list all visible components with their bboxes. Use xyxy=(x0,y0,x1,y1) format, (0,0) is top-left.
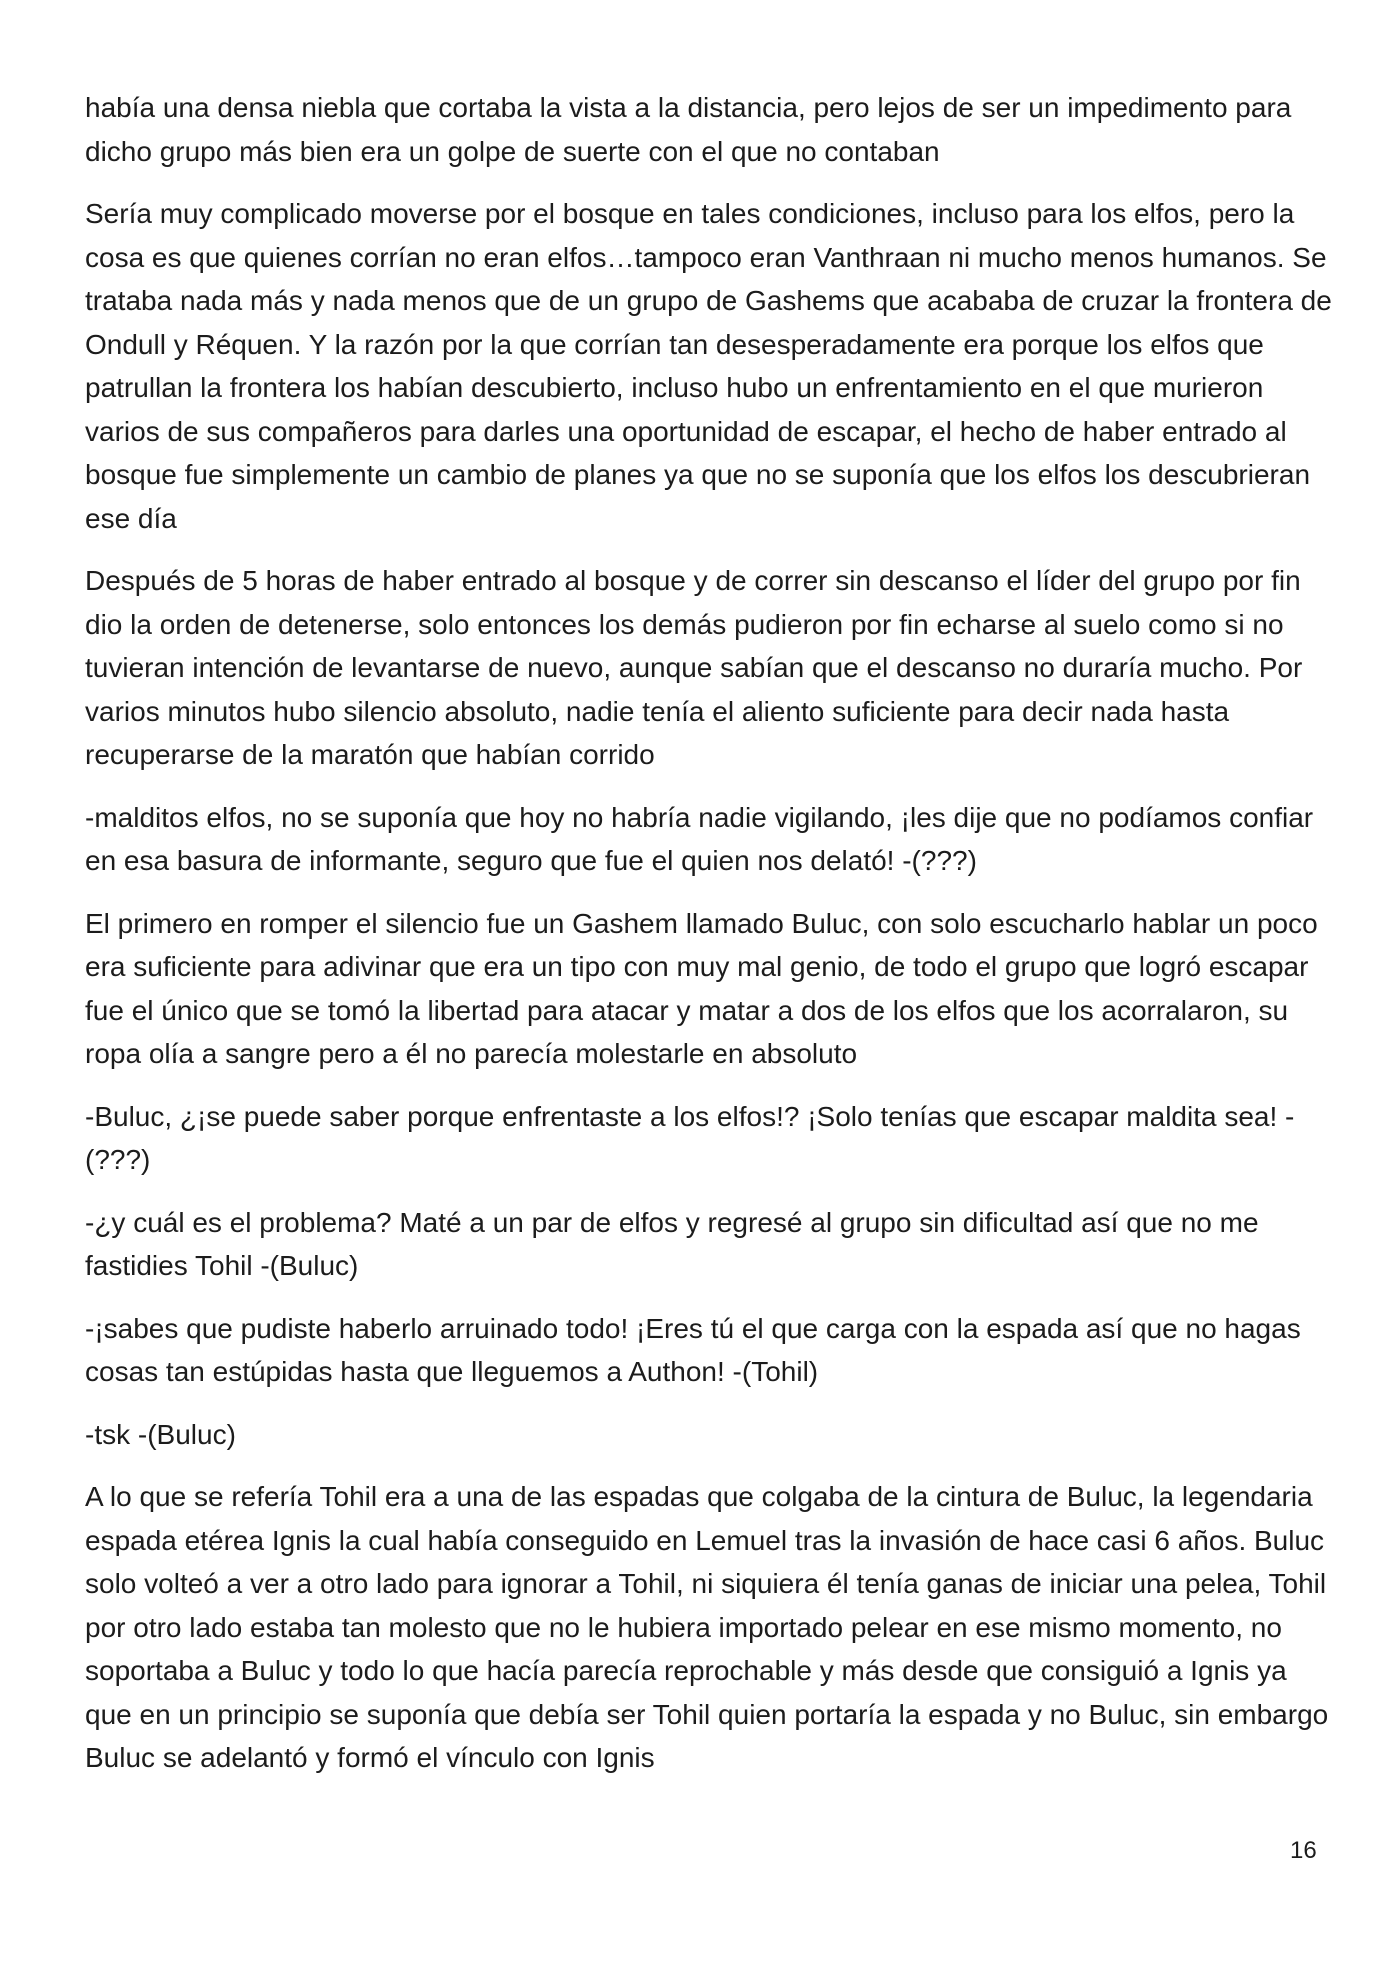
paragraph-2: Sería muy complicado moverse por el bosque en tales condiciones, incluso para los elfos, pero la cosa es que quienes corrían no eran elfos…tampoco eran Vanthraan ni mucho menos humanos. Se trataba nada más y nada menos que de un grupo de Gashems que acababa de cruzar la frontera de Ondull y Réquen. Y la razón por la que corrían tan desesperadamente era porque los elfos que patrullan la frontera los habían descubierto, incluso hubo un enfrentamiento en el que murieron varios de sus compañeros para darles una oportunidad de escapar, el hecho de haber entrado al bosque fue simplemente un cambio de planes ya que no se suponía que los elfos los descubrieran ese día xyxy=(85,198,1332,534)
body-text xyxy=(85,86,1340,1799)
paragraph-4: -malditos elfos, no se suponía que hoy no habría nadie vigilando, ¡les dije que no podíamos confiar en esa basura de informante, seguro que fue el quien nos delató! -(???) xyxy=(85,801,1314,876)
paragraph-9: -tsk -(Buluc) xyxy=(85,1418,236,1450)
paragraph-3: Después de 5 horas de haber entrado al bosque y de correr sin descanso el líder del grupo por fin dio la orden de detenerse, solo entonces los demás pudieron por fin echarse al suelo como si no tuvieran intención de levantarse de nuevo, aunque sabían que el descanso no duraría mucho. Por varios minutos hubo silencio absoluto, nadie tenía el aliento suficiente para decir nada hasta recuperarse de la maratón que habían corrido xyxy=(85,565,1303,770)
paragraph-1: había una densa niebla que cortaba la vista a la distancia, pero lejos de ser un impedimento para dicho grupo más bien era un golpe de suerte con el que no contaban xyxy=(85,92,1292,167)
paragraph-10: A lo que se refería Tohil era a una de las espadas que colgaba de la cintura de Buluc, la legendaria espada etérea Ignis la cual había conseguido en Lemuel tras la invasión de hace casi 6 años. Buluc solo volteó a ver a otro lado para ignorar a Tohil, ni siquiera él tenía ganas de iniciar una pelea, Tohil por otro lado estaba tan molesto que no le hubiera importado pelear en ese mismo momento, no soportaba a Buluc y todo lo que hacía parecía reprochable y más desde que consiguió a Ignis ya que en un principio se suponía que debía ser Tohil quien portaría la espada y no Buluc, sin embargo Buluc se adelantó y formó el vínculo con Ignis xyxy=(85,1481,1329,1773)
page-number: 16 xyxy=(1290,1837,1317,1864)
paragraph-8: -¡sabes que pudiste haberlo arruinado todo! ¡Eres tú el que carga con la espada así que no hagas cosas tan estúpidas hasta que lleguemos a Authon! -(Tohil) xyxy=(85,1312,1301,1387)
paragraph-6: -Buluc, ¿¡se puede saber porque enfrentaste a los elfos!? ¡Solo tenías que escapar maldita sea! -(???) xyxy=(85,1100,1295,1175)
paragraph-7: -¿y cuál es el problema? Maté a un par de elfos y regresé al grupo sin dificultad así que no me fastidies Tohil -(Buluc) xyxy=(85,1206,1259,1281)
paragraph-5: El primero en romper el silencio fue un Gashem llamado Buluc, con solo escucharlo hablar un poco era suficiente para adivinar que era un tipo con muy mal genio, de todo el grupo que logró escapar fue el único que se tomó la libertad para atacar y matar a dos de los elfos que los acorralaron, su ropa olía a sangre pero a él no parecía molestarle en absoluto xyxy=(85,907,1318,1069)
